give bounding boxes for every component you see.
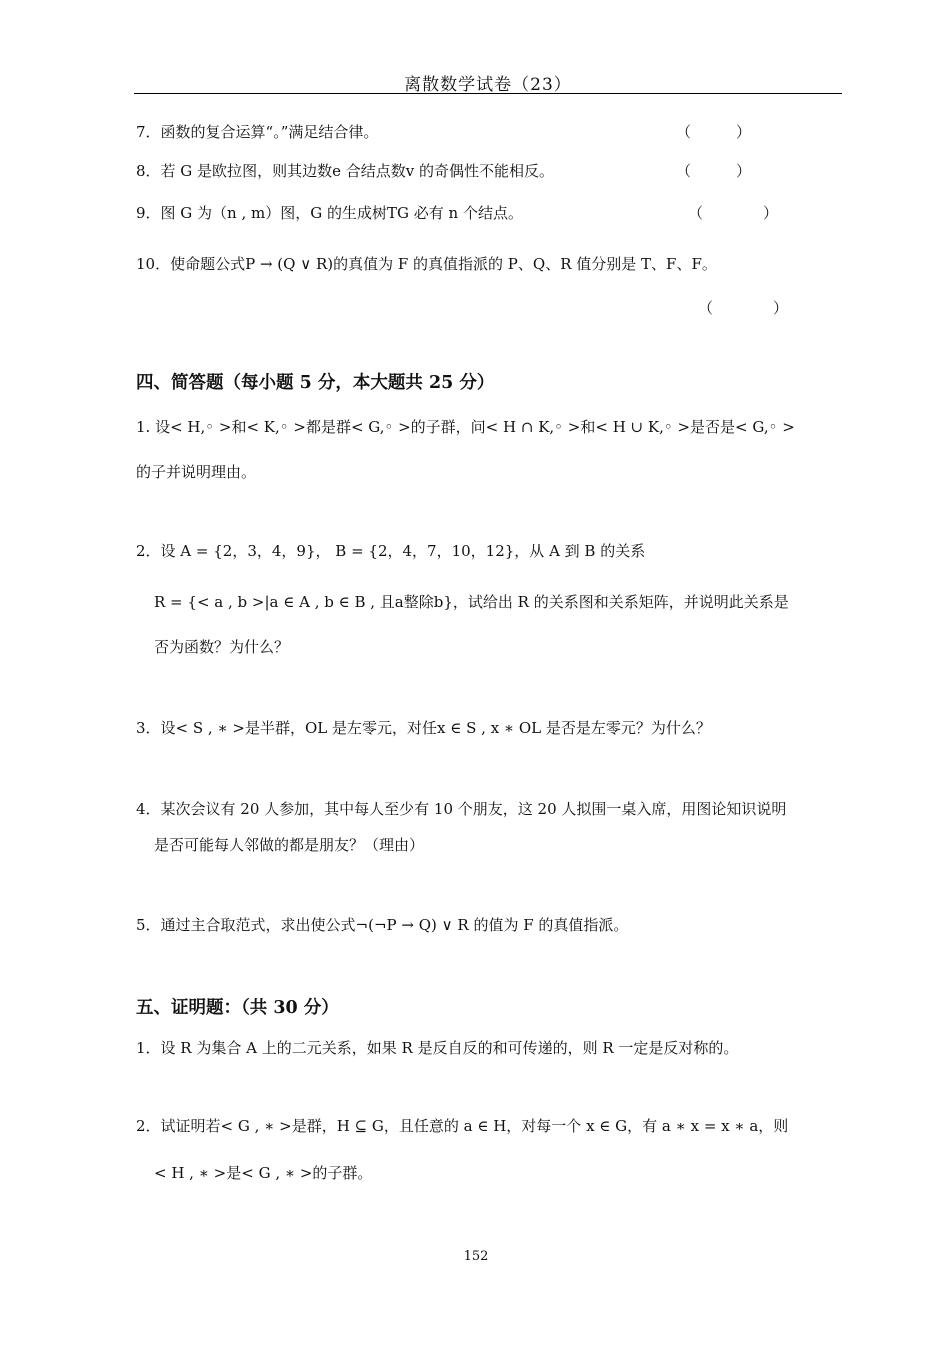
s5-q2-line2: < H , ∗ >是< G , ∗ >的子群。 (154, 1164, 373, 1182)
s4-q3: 3．设< S , ∗ >是半群，OL 是左零元，对任x ∈ S , x ∗ OL 是否是左零元？为什么？ (136, 719, 711, 737)
tf-item-10: 10．使命题公式P → (Q ∨ R)的真值为 F 的真值指派的 P、Q、R 值分别是 T、F、F。 (136, 255, 717, 273)
tf-item-8: 8．若 G 是欧拉图，则其边数e 合结点数v 的奇偶性不能相反。 (136, 162, 554, 180)
section-4-title: 四、简答题（每小题 5 分，本大题共 25 分） (136, 373, 495, 393)
page-number: 152 (463, 1249, 489, 1264)
page-title: 离散数学试卷（23） (404, 75, 572, 95)
tf-item-10-answer: （ ） (698, 299, 789, 317)
s4-q1-line1: 1. 设< H,◦ >和< K,◦ >都是群< G,◦ >的子群，问< H ∩ K,◦ >和< H ∪ K,◦ >是否是< G,◦ > (136, 418, 795, 436)
s4-q5: 5．通过主合取范式，求出使公式¬(¬P → Q) ∨ R 的值为 F 的真值指派。 (136, 916, 629, 934)
s4-q1-line2: 的子并说明理由。 (136, 463, 257, 481)
s5-q1: 1．设 R 为集合 A 上的二元关系，如果 R 是反自反的和可传递的，则 R 一定是反对称的。 (136, 1039, 739, 1057)
s4-q4-line2: 是否可能每人邻做的都是朋友？（理由） (154, 836, 425, 854)
tf-item-7: 7．函数的复合运算“。”满足结合律。 (136, 123, 379, 141)
tf-item-8-answer: （ ） (676, 162, 752, 180)
s4-q2-line2: R = {< a , b >|a ∈ A , b ∈ B , 且a整除b}，试给出 R 的关系图和关系矩阵，并说明此关系是 (154, 593, 789, 611)
section-5-title: 五、证明题：（共 30 分） (136, 998, 339, 1018)
tf-item-7-answer: （ ） (676, 123, 752, 141)
tf-item-9-answer: （ ） (688, 204, 779, 222)
s5-q2-line1: 2．试证明若< G , ∗ >是群，H ⊆ G，且任意的 a ∈ H，对每一个 x ∈ G，有 a ∗ x = x ∗ a，则 (136, 1117, 789, 1135)
tf-item-9: 9．图 G 为（n , m）图，G 的生成树TG 必有 n 个结点。 (136, 204, 523, 222)
header-rule (134, 93, 842, 94)
s4-q4-line1: 4．某次会议有 20 人参加，其中每人至少有 10 个朋友，这 20 人拟围一桌入席，用图论知识说明 (136, 800, 787, 818)
s4-q2-line3: 否为函数？为什么？ (154, 638, 290, 656)
s4-q2-line1: 2．设 A = {2，3，4，9}， B = {2，4，7，10，12}，从 A 到 B 的关系 (136, 542, 646, 560)
